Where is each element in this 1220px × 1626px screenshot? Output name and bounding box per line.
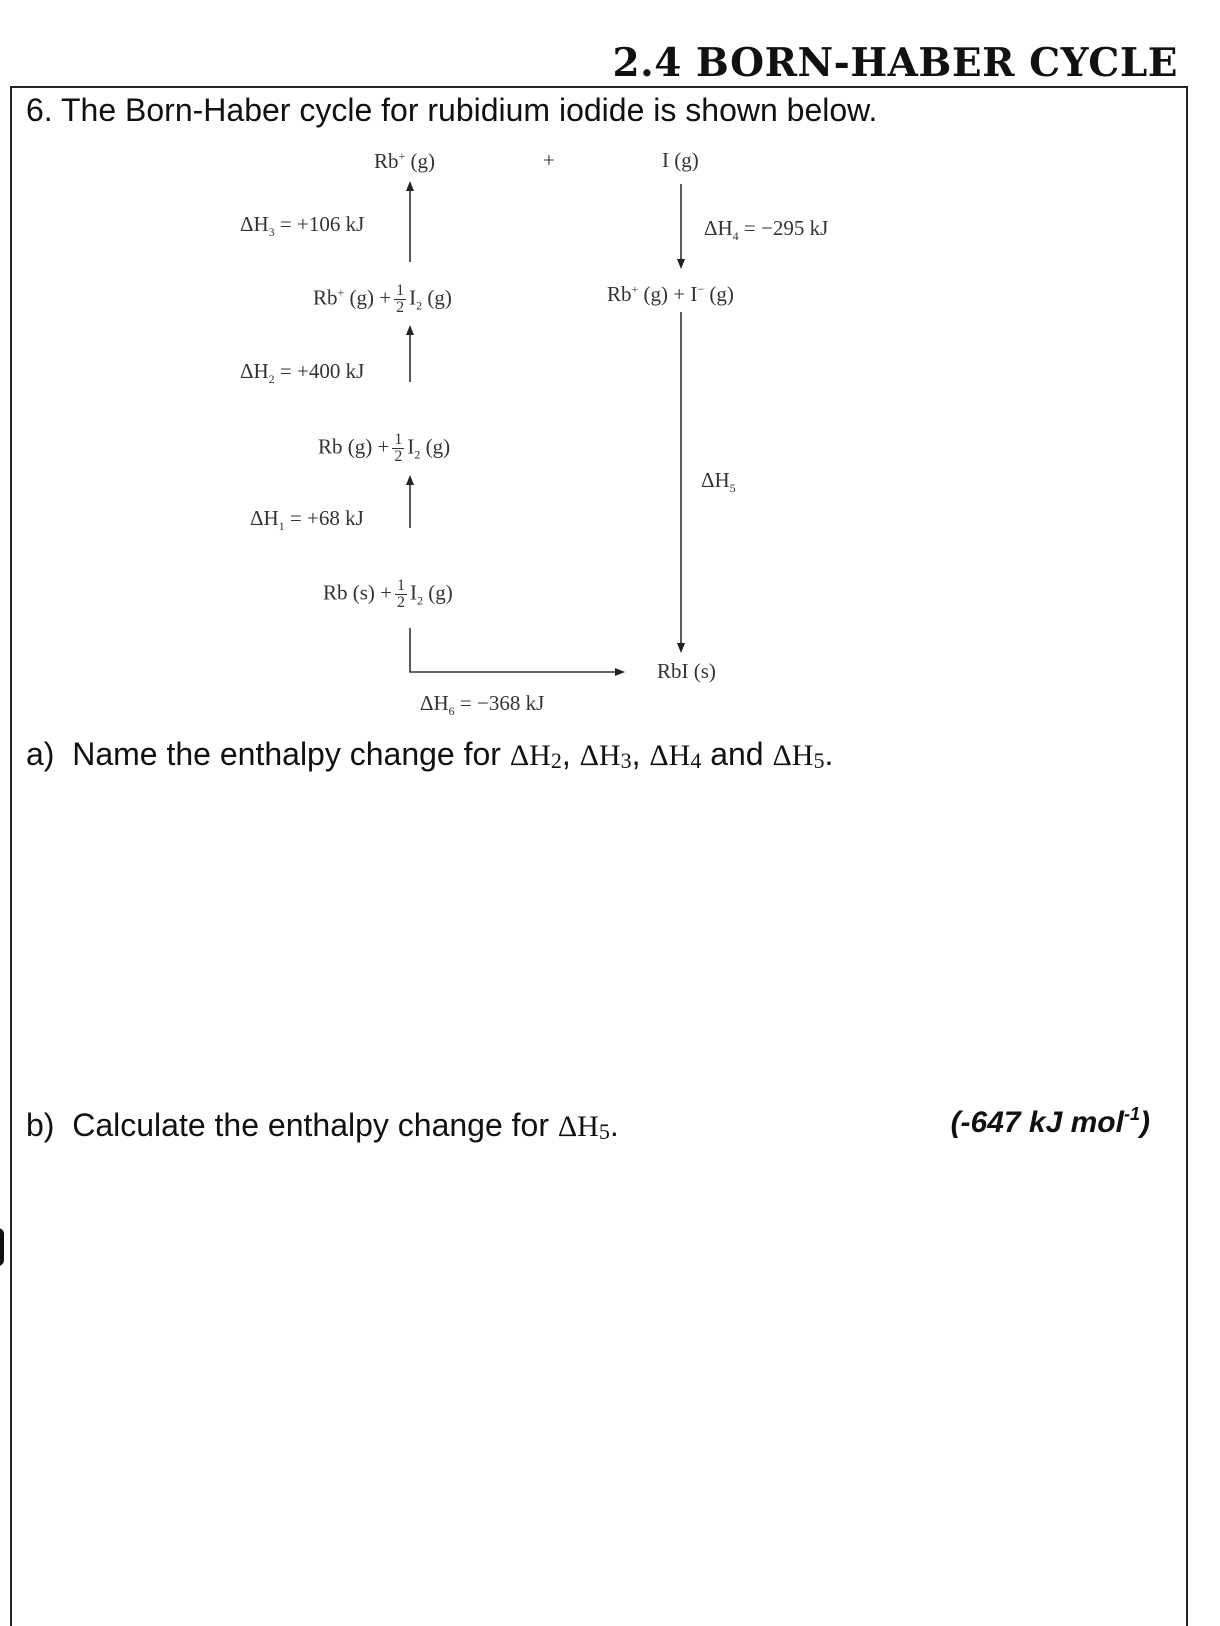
species-rbi-solid: RbI (s) bbox=[657, 659, 716, 683]
part-b-label: b) bbox=[26, 1107, 55, 1143]
part-b-text: Calculate the enthalpy change for bbox=[72, 1107, 549, 1143]
part-a-term-dh5: $\Delta H_5$ bbox=[772, 739, 825, 773]
species-i-gas: I (g) bbox=[662, 148, 699, 172]
species-rb-plus-i-minus: Rb+ (g) + I− (g) bbox=[607, 282, 734, 306]
species-rb-gas-half-i2: Rb (g) + $\frac{1}{2}$ $I_2$ (g) bbox=[318, 431, 451, 465]
section-title: 2.4 BORN-HABER CYCLE bbox=[612, 40, 1178, 86]
label-dh3: $\Delta H_3 = +106$ kJ bbox=[240, 212, 365, 239]
part-a-term-dh3: $\Delta H_3$ bbox=[579, 739, 632, 773]
label-dh1: $\Delta H_1 = +68$ kJ bbox=[250, 506, 364, 533]
label-dh2: $\Delta H_2 = +400$ kJ bbox=[240, 359, 365, 386]
part-a-label: a) bbox=[26, 736, 55, 772]
species-rb-plus-half-i2: Rb+ (g) + $\frac{1}{2}$ $I_2$ (g) bbox=[313, 282, 452, 316]
born-haber-cycle-diagram bbox=[0, 0, 1220, 720]
label-dh6: $\Delta H_6 = -368$ kJ bbox=[420, 691, 545, 718]
plus-sign: + bbox=[543, 148, 555, 172]
label-dh4: $\Delta H_4 = -295$ kJ bbox=[704, 216, 829, 243]
part-b-answer: (-647 kJ mol$^{-1}$) bbox=[950, 1104, 1150, 1139]
part-b: b) Calculate the enthalpy change for $\Delta H_5$. bbox=[26, 1107, 619, 1144]
arrow-dh6 bbox=[410, 628, 620, 672]
species-rb-plus-top: Rb+ (g) bbox=[374, 149, 436, 173]
part-a-term-dh2: $\Delta H_2$ bbox=[509, 739, 562, 773]
question-text: 6. The Born-Haber cycle for rubidium iodide is shown below. bbox=[26, 92, 878, 128]
part-b-term-dh5: $\Delta H_5$ bbox=[557, 1110, 610, 1144]
part-a-term-dh4: $\Delta H_4$ bbox=[649, 739, 702, 773]
part-a-text: Name the enthalpy change for bbox=[72, 736, 501, 772]
species-rb-solid-half-i2: Rb (s) + $\frac{1}{2}$ $I_2$ (g) bbox=[323, 577, 453, 611]
part-a: a) Name the enthalpy change for $\Delta H_2$, $\Delta H_3$, $\Delta H_4$ and $\Delta H_5$. bbox=[26, 736, 834, 773]
margin-bracket bbox=[0, 1228, 4, 1266]
label-dh5: $\Delta H_5$ bbox=[701, 468, 736, 495]
